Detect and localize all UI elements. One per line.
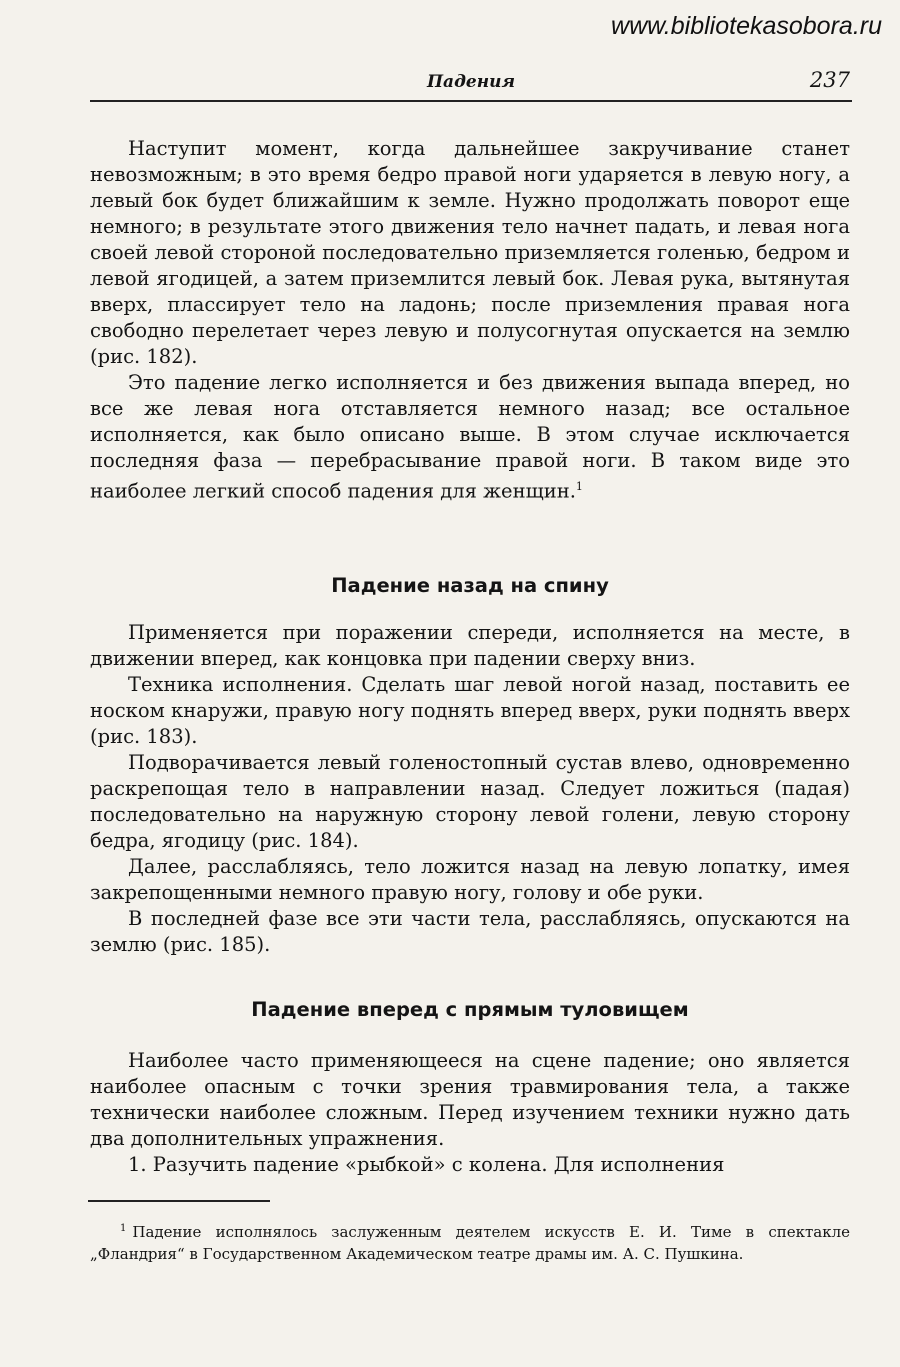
page-number: 237 <box>809 68 850 92</box>
paragraph: Это падение легко исполняется и без движения выпада вперед, но все же левая нога отставляется немного назад; все остальное исполняется, как было описано выше. В этом случае исключается последняя фаза — перебрасывание правой ноги. В таком виде это наиболее легкий способ падения для женщин.$^1$ <box>90 371 850 503</box>
paragraph: В последней фазе все эти части тела, расслабляясь, опускаются на землю (рис. 185). <box>90 907 850 956</box>
section-back-fall <box>90 620 850 958</box>
paragraph: Применяется при поражении спереди, исполняется на месте, в движении вперед, как концовка при падении сверху вниз. <box>90 621 850 670</box>
section-forward-fall <box>90 1048 850 1178</box>
footnote <box>90 1218 850 1265</box>
section-heading-back-fall: Падение назад на спину <box>331 574 609 597</box>
footnote-reference: 1 <box>575 480 583 493</box>
section-heading-forward-fall: Падение вперед с прямым туловищем <box>251 998 689 1021</box>
footnote-text: Падение исполнялось заслуженным деятелем искусств Е. И. Тиме в спектакле „Фландрия“ в Государственном Академическом театре драмы им. А. С. Пушкина. <box>90 1223 850 1263</box>
paragraph: 1. Разучить падение «рыбкой» с колена. Для исполнения <box>128 1153 725 1176</box>
paragraph: Далее, расслабляясь, тело ложится назад на левую лопатку, имея закрепощенными немного правую ногу, голову и обе руки. <box>90 855 850 904</box>
footnote-divider <box>88 1200 270 1202</box>
paragraph: Наступит момент, когда дальнейшее закручивание станет невозможным; в это время бедро правой ноги ударяется в левую ногу, а левый бок будет ближайшим к земле. Нужно продолжать поворот еще немного; в результате этого движения тело начнет падать, и левая нога своей левой стороной последовательно приземляется голенью, бедром и левой ягодицей, а затем приземлится левый бок. Левая рука, вытянутая вверх, плассирует тело на ладонь; после приземления правая нога свободно перелетает через левую и полусогнутая опускается на землю (рис. 182). <box>90 137 850 368</box>
paragraph: Техника исполнения. Сделать шаг левой ногой назад, поставить ее носком кнаружи, правую ногу поднять вперед вверх, руки поднять вверх (рис. 183). <box>90 673 850 748</box>
watermark-url: www.bibliotekasobora.ru <box>611 12 882 40</box>
running-title: Падения <box>427 72 515 92</box>
running-header <box>90 70 852 102</box>
paragraph: Наиболее часто применяющееся на сцене падение; оно является наиболее опасным с точки зрения травмирования тела, а также технически наиболее сложным. Перед изучением техники нужно дать два дополнительных упражнения. <box>90 1049 850 1150</box>
section-intro <box>90 136 850 505</box>
footnote-mark: 1 <box>120 1223 127 1234</box>
paragraph: Подворачивается левый голеностопный сустав влево, одновременно раскрепощая тело в направлении назад. Следует ложиться (падая) последовательно на наружную сторону левой голени, левую сторону бедра, ягодицу (рис. 184). <box>90 751 850 852</box>
